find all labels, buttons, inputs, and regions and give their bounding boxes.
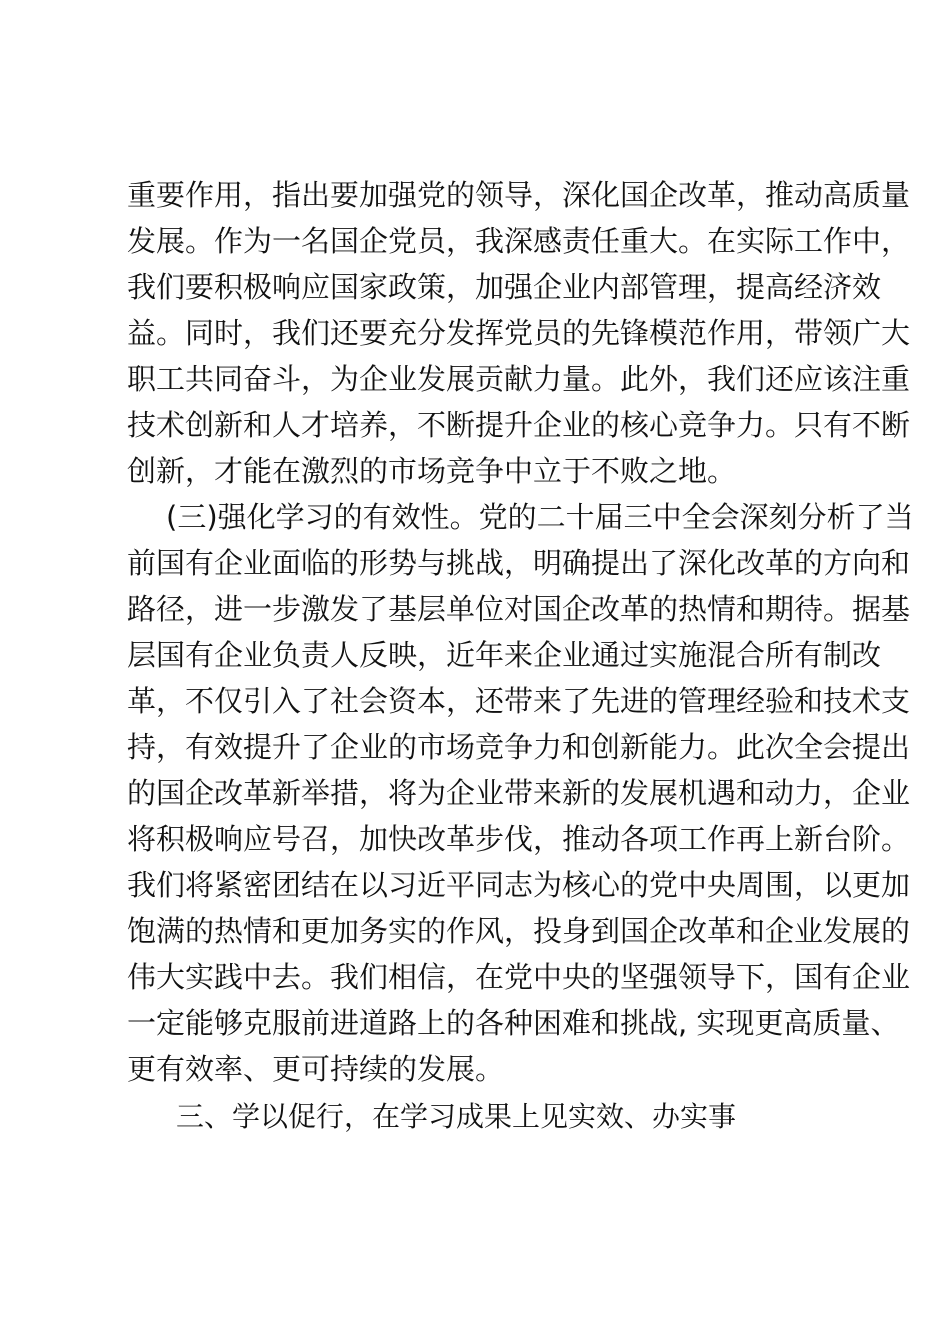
text-line: 更有效率、更可持续的发展。 <box>127 1052 505 1086</box>
text-line: 持，有效提升了企业的市场竞争力和创新能力。此次全会提出 <box>127 730 911 764</box>
text-line: 饱满的热情和更加务实的作风，投身到国企改革和企业发展的 <box>127 914 911 948</box>
text-line: 发展。作为一名国企党员，我深感责任重大。在实际工作中， <box>127 224 911 258</box>
text-line: 前国有企业面临的形势与挑战，明确提出了深化改革的方向和 <box>127 546 911 580</box>
text-line: 革，不仅引入了社会资本，还带来了先进的管理经验和技术支 <box>127 684 911 718</box>
section-heading: 三、学以促行，在学习成果上见实效、办实事 <box>176 1100 737 1133</box>
text-line: 路径，进一步激发了基层单位对国企改革的热情和期待。据基 <box>127 592 911 626</box>
text-line: 益。同时，我们还要充分发挥党员的先锋模范作用，带领广大 <box>127 316 911 350</box>
text-line: 的国企改革新举措，将为企业带来新的发展机遇和动力，企业 <box>127 776 911 810</box>
text-line: (三)强化学习的有效性。党的二十届三中全会深刻分析了当 <box>166 500 914 534</box>
text-line: 层国有企业负责人反映，近年来企业通过实施混合所有制改 <box>127 638 882 672</box>
text-line: 创新，才能在激烈的市场竞争中立于不败之地。 <box>127 454 737 488</box>
text-line: 重要作用，指出要加强党的领导，深化国企改革，推动高质量 <box>127 178 911 212</box>
text-line: 伟大实践中去。我们相信，在党中央的坚强领导下，国有企业 <box>127 960 911 994</box>
text-line: 将积极响应号召，加快改革步伐，推动各项工作再上新台阶。 <box>127 822 911 856</box>
text-line: 职工共同奋斗，为企业发展贡献力量。此外，我们还应该注重 <box>127 362 911 396</box>
text-line: 我们要积极响应国家政策，加强企业内部管理，提高经济效 <box>127 270 882 304</box>
text-line: 技术创新和人才培养，不断提升企业的核心竞争力。只有不断 <box>127 408 911 442</box>
text-line: 一定能够克服前进道路上的各种困难和挑战, 实现更高质量、 <box>127 1006 900 1040</box>
text-line: 我们将紧密团结在以习近平同志为核心的党中央周围，以更加 <box>127 868 911 902</box>
